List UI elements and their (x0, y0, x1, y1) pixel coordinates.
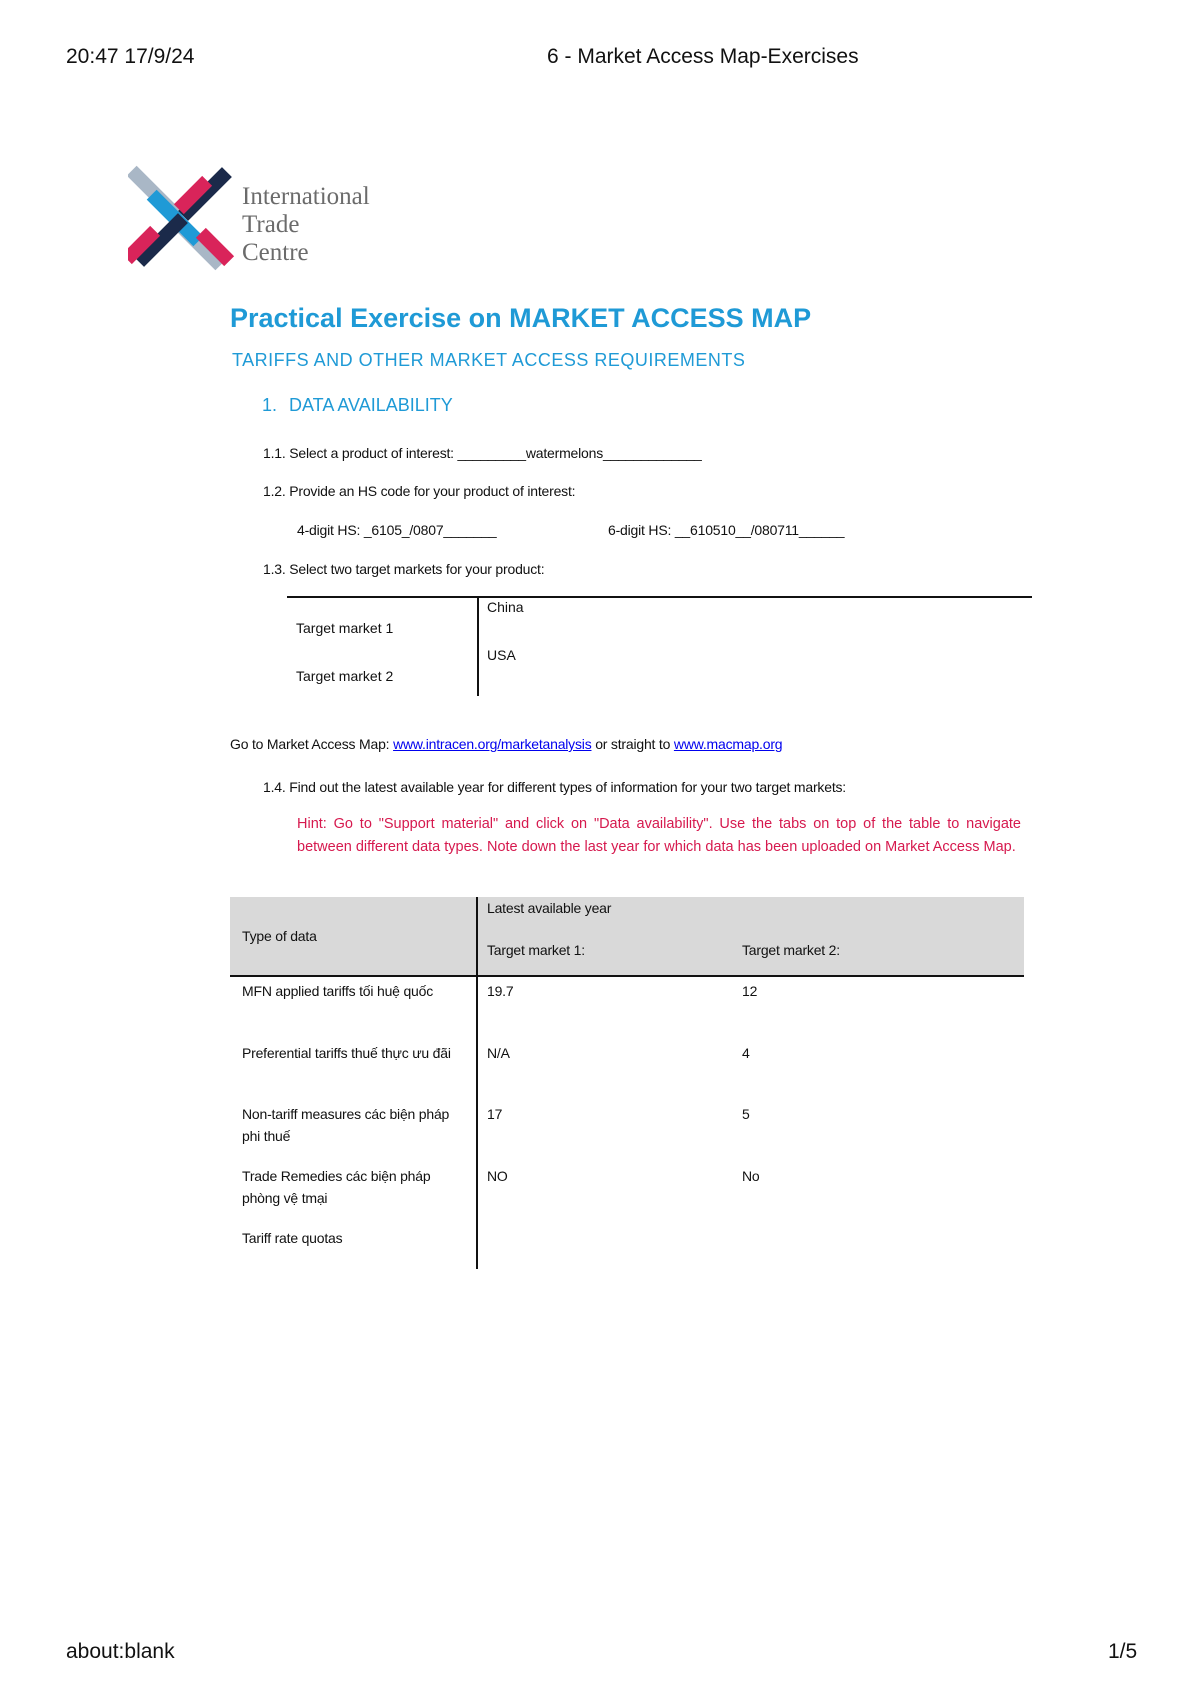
question-1-2: 1.2. Provide an HS code for your product of interest: (263, 483, 576, 499)
hint-text: Hint: Go to "Support material" and click on "Data availability". Use the tabs on top of the table to navigate between different data types. Note down the last year for which data has been uploaded on Market Access Map. (297, 816, 1021, 855)
target-market-1-value: China (487, 599, 524, 615)
target-market-1-label: Target market 1 (296, 620, 394, 636)
header-latest-year: Latest available year (487, 900, 612, 916)
row-type: Non-tariff measures các biện pháp phi thuế (242, 1106, 450, 1144)
print-datetime: 20:47 17/9/24 (66, 45, 195, 68)
row-type: Preferential tariffs thuế thực ưu đãi (242, 1045, 451, 1061)
row-tm2-value: No (742, 1168, 760, 1184)
page-subtitle: TARIFFS AND OTHER MARKET ACCESS REQUIREMENTS (232, 350, 746, 370)
hs6-answer: 6-digit HS: __610510__/080711______ (608, 522, 845, 538)
logo-wordmark: International Trade Centre (242, 183, 370, 266)
row-type: Tariff rate quotas (242, 1230, 343, 1246)
data-availability-table (230, 897, 1024, 1269)
table-header-border (230, 975, 1024, 977)
target-markets-table (287, 596, 1032, 696)
question-1-1: 1.1. Select a product of interest: _________watermelons_____________ (263, 445, 702, 461)
page-title: Practical Exercise on MARKET ACCESS MAP (230, 303, 812, 333)
header-type-of-data: Type of data (242, 928, 317, 944)
header-target-market-2: Target market 2: (742, 942, 840, 958)
table-divider (477, 598, 479, 696)
row-tm1-value: NO (487, 1168, 508, 1184)
row-tm2-value: 5 (742, 1106, 750, 1122)
section-heading (262, 395, 453, 416)
print-page-number: 1/5 (1108, 1640, 1138, 1663)
target-market-2-value: USA (487, 647, 516, 663)
goto-prefix: Go to Market Access Map: (230, 736, 394, 752)
row-type: Trade Remedies các biện pháp phòng vệ tmại (242, 1168, 431, 1206)
row-tm2-value: 4 (742, 1045, 750, 1061)
hs4-answer: 4-digit HS: _6105_/0807_______ (297, 522, 497, 538)
table-top-border (287, 596, 1032, 598)
macmap-link[interactable]: www.macmap.org (673, 736, 783, 752)
table-header-background (230, 897, 1024, 975)
header-target-market-1: Target market 1: (487, 942, 585, 958)
print-url: about:blank (66, 1640, 175, 1663)
table-column-divider (476, 897, 478, 1269)
question-1-3: 1.3. Select two target markets for your product: (263, 561, 545, 577)
row-type: MFN applied tariffs tối huệ quốc (242, 983, 434, 999)
row-tm1-value: 19.7 (487, 983, 514, 999)
target-market-2-label: Target market 2 (296, 668, 394, 684)
row-tm2-value: 12 (742, 983, 758, 999)
goto-line (230, 736, 782, 752)
row-tm1-value: 17 (487, 1106, 503, 1122)
question-1-4: 1.4. Find out the latest available year for different types of information for your two target markets: (263, 779, 846, 795)
section-number: 1. (262, 395, 278, 415)
goto-middle: or straight to (591, 736, 674, 752)
row-tm1-value: N/A (487, 1045, 510, 1061)
intracen-link[interactable]: www.intracen.org/marketanalysis (393, 736, 592, 752)
section-label: DATA AVAILABILITY (289, 395, 453, 415)
print-doc-title: 6 - Market Access Map-Exercises (547, 45, 859, 68)
